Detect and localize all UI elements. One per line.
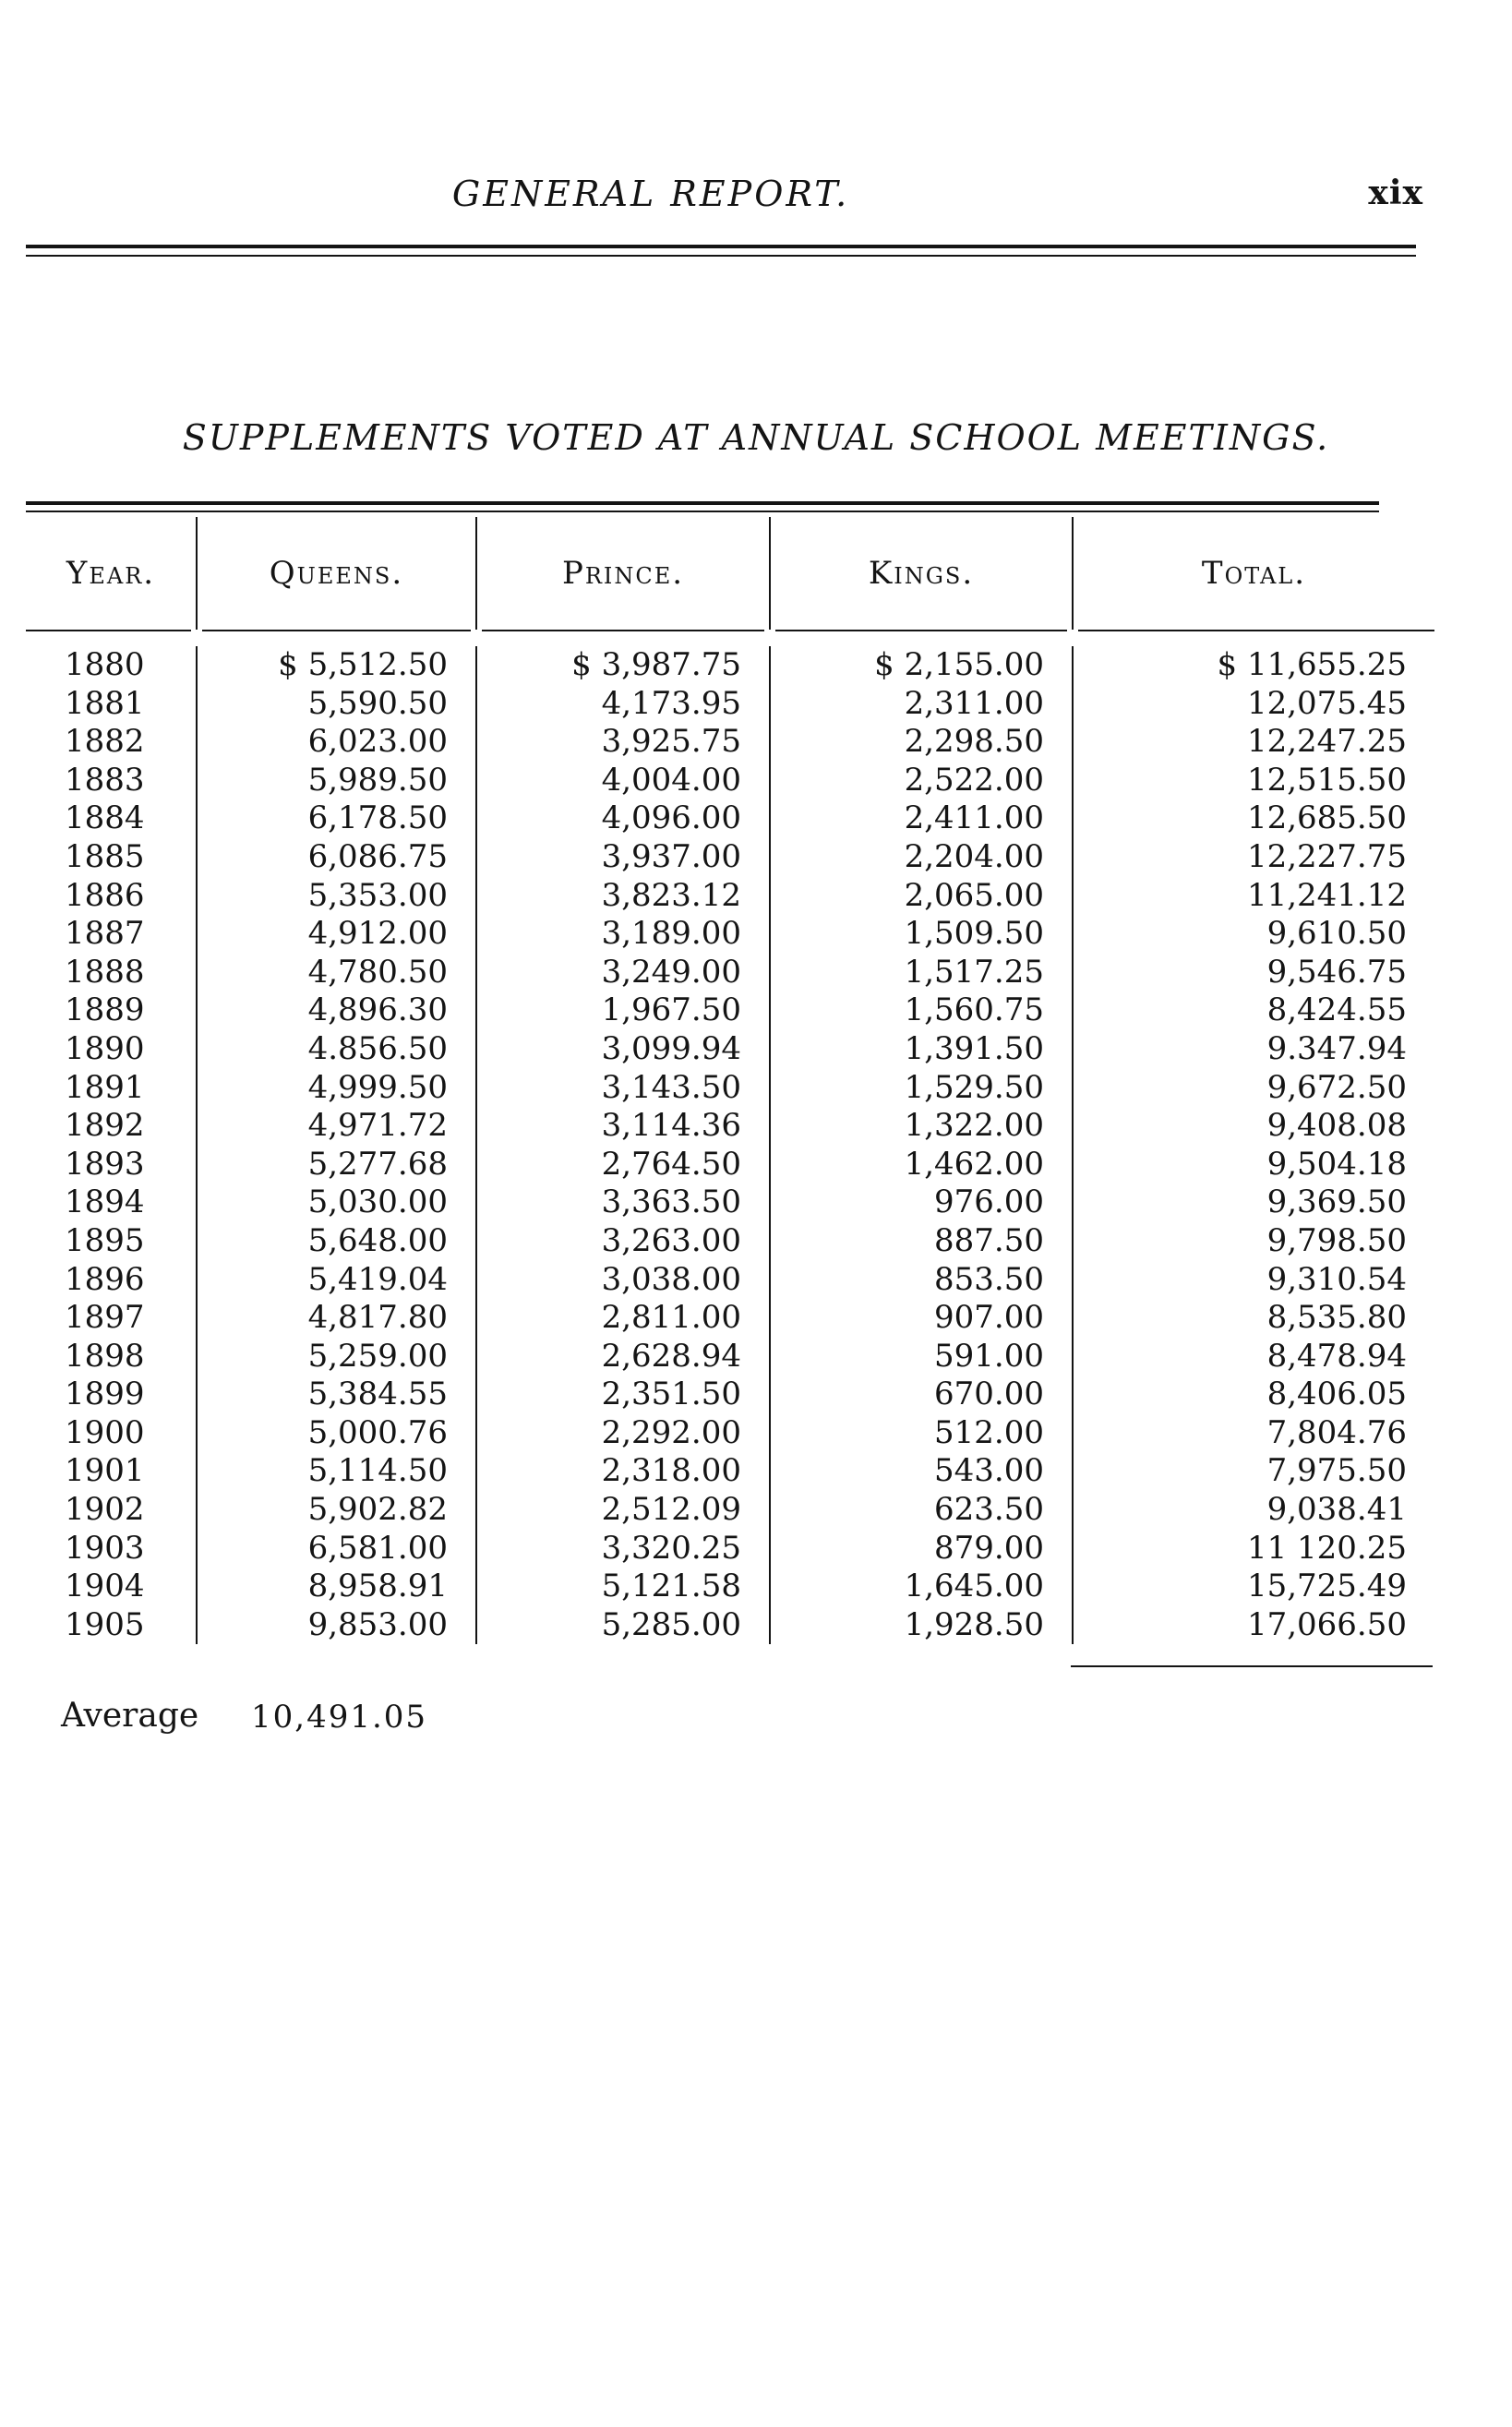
cell-queens: 4,896.30 xyxy=(197,991,476,1030)
cell-queens: $ 5,512.50 xyxy=(197,646,476,685)
column-header-total: Total. xyxy=(1073,517,1434,631)
cell-kings: 2,411.00 xyxy=(770,799,1073,838)
cell-prince: 3,143.50 xyxy=(476,1069,770,1108)
table-row xyxy=(26,1414,1434,1453)
cell-queens: 5,648.00 xyxy=(197,1222,476,1261)
table-row xyxy=(26,1568,1434,1606)
cell-year: 1899 xyxy=(65,1376,145,1413)
cell-year: 1896 xyxy=(65,1260,145,1298)
cell-year: 1894 xyxy=(65,1183,145,1221)
table-row xyxy=(26,1261,1434,1300)
table-row xyxy=(26,954,1434,992)
table-row xyxy=(26,1491,1434,1530)
table-row xyxy=(26,838,1434,877)
table-row xyxy=(26,646,1434,685)
cell-queens: 5,030.00 xyxy=(197,1183,476,1222)
cell-total: 15,725.49 xyxy=(1073,1568,1434,1606)
cell-queens: 4.856.50 xyxy=(197,1030,476,1069)
cell-kings: 1,529.50 xyxy=(770,1069,1073,1108)
cell-prince: 4,096.00 xyxy=(476,799,770,838)
cell-queens: 6,023.00 xyxy=(197,723,476,762)
table-row xyxy=(26,1107,1434,1146)
cell-year: 1886 xyxy=(65,876,145,914)
cell-kings: 879.00 xyxy=(770,1530,1073,1568)
cell-prince: 4,173.95 xyxy=(476,685,770,724)
column-header-queens: Queens. xyxy=(197,517,476,631)
cell-total: 8,424.55 xyxy=(1073,991,1434,1030)
cell-queens: 5,590.50 xyxy=(197,685,476,724)
cell-prince: 5,121.58 xyxy=(476,1568,770,1606)
cell-year: 1891 xyxy=(65,1068,145,1106)
running-head xyxy=(0,174,1512,220)
cell-year: 1893 xyxy=(65,1145,145,1183)
cell-kings: 2,311.00 xyxy=(770,685,1073,724)
cell-total: 8,535.80 xyxy=(1073,1299,1434,1338)
supplements-table-container xyxy=(26,517,1434,1644)
table-row xyxy=(26,685,1434,724)
cell-kings: 2,298.50 xyxy=(770,723,1073,762)
cell-prince: 3,363.50 xyxy=(476,1183,770,1222)
table-row xyxy=(26,723,1434,762)
table-row xyxy=(26,1299,1434,1338)
table-row xyxy=(26,1030,1434,1069)
cell-queens: 5,384.55 xyxy=(197,1376,476,1414)
cell-total: 9,504.18 xyxy=(1073,1146,1434,1184)
cell-queens: 6,581.00 xyxy=(197,1530,476,1568)
header-rule-thick xyxy=(26,245,1416,248)
cell-year: 1898 xyxy=(65,1337,145,1375)
table-row xyxy=(26,877,1434,916)
cell-prince: 2,811.00 xyxy=(476,1299,770,1338)
cell-total: 7,804.76 xyxy=(1073,1414,1434,1453)
cell-year: 1884 xyxy=(65,799,145,837)
header-underline xyxy=(197,631,476,646)
header-rule-thin xyxy=(26,255,1416,257)
cell-year: 1890 xyxy=(65,1029,145,1067)
cell-kings: $ 2,155.00 xyxy=(770,646,1073,685)
cell-prince: 3,925.75 xyxy=(476,723,770,762)
cell-total: 9,038.41 xyxy=(1073,1491,1434,1530)
cell-queens: 5,353.00 xyxy=(197,877,476,916)
cell-total: 17,066.50 xyxy=(1073,1606,1434,1645)
cell-year: 1888 xyxy=(65,953,145,991)
cell-total: 12,247.25 xyxy=(1073,723,1434,762)
table-row xyxy=(26,1338,1434,1376)
cell-kings: 543.00 xyxy=(770,1452,1073,1491)
cell-total: 9,369.50 xyxy=(1073,1183,1434,1222)
cell-kings: 670.00 xyxy=(770,1376,1073,1414)
table-body xyxy=(26,646,1434,1644)
cell-total: 8,478.94 xyxy=(1073,1338,1434,1376)
cell-total: 8,406.05 xyxy=(1073,1376,1434,1414)
table-row xyxy=(26,1606,1434,1645)
cell-prince: 2,628.94 xyxy=(476,1338,770,1376)
cell-queens: 4,817.80 xyxy=(197,1299,476,1338)
table-title: SUPPLEMENTS VOTED AT ANNUAL SCHOOL MEETINGS. xyxy=(182,417,1330,458)
cell-prince: 3,937.00 xyxy=(476,838,770,877)
cell-prince: $ 3,987.75 xyxy=(476,646,770,685)
cell-total: 7,975.50 xyxy=(1073,1452,1434,1491)
cell-queens: 9,853.00 xyxy=(197,1606,476,1645)
cell-year: 1880 xyxy=(65,646,145,683)
table-row xyxy=(26,1530,1434,1568)
cell-prince: 4,004.00 xyxy=(476,762,770,800)
table-row xyxy=(26,915,1434,954)
cell-prince: 3,038.00 xyxy=(476,1261,770,1300)
cell-year: 1883 xyxy=(65,761,145,799)
cell-year: 1882 xyxy=(65,723,145,761)
cell-year: 1892 xyxy=(65,1107,145,1145)
cell-queens: 5,989.50 xyxy=(197,762,476,800)
cell-prince: 2,292.00 xyxy=(476,1414,770,1453)
average-value: 10,491.05 xyxy=(251,1699,428,1736)
cell-kings: 512.00 xyxy=(770,1414,1073,1453)
cell-total: 11 120.25 xyxy=(1073,1530,1434,1568)
cell-kings: 1,509.50 xyxy=(770,915,1073,954)
header-row xyxy=(26,517,1434,631)
cell-total: 9,408.08 xyxy=(1073,1107,1434,1146)
cell-total: 12,227.75 xyxy=(1073,838,1434,877)
cell-prince: 2,318.00 xyxy=(476,1452,770,1491)
cell-kings: 1,928.50 xyxy=(770,1606,1073,1645)
cell-queens: 4,999.50 xyxy=(197,1069,476,1108)
header-underline xyxy=(476,631,770,646)
cell-kings: 2,522.00 xyxy=(770,762,1073,800)
cell-kings: 591.00 xyxy=(770,1338,1073,1376)
table-row xyxy=(26,1183,1434,1222)
cell-kings: 887.50 xyxy=(770,1222,1073,1261)
cell-total: 11,241.12 xyxy=(1073,877,1434,916)
cell-prince: 5,285.00 xyxy=(476,1606,770,1645)
cell-queens: 4,971.72 xyxy=(197,1107,476,1146)
table-row xyxy=(26,799,1434,838)
cell-total: 9,310.54 xyxy=(1073,1261,1434,1300)
cell-prince: 3,823.12 xyxy=(476,877,770,916)
cell-queens: 8,958.91 xyxy=(197,1568,476,1606)
cell-prince: 2,351.50 xyxy=(476,1376,770,1414)
table-row xyxy=(26,1146,1434,1184)
cell-kings: 853.50 xyxy=(770,1261,1073,1300)
cell-prince: 1,967.50 xyxy=(476,991,770,1030)
cell-prince: 2,764.50 xyxy=(476,1146,770,1184)
table-row xyxy=(26,1069,1434,1108)
table-row xyxy=(26,1452,1434,1491)
cell-year: 1902 xyxy=(65,1491,145,1529)
cell-queens: 5,902.82 xyxy=(197,1491,476,1530)
header-underline-row xyxy=(26,631,1434,646)
cell-queens: 4,912.00 xyxy=(197,915,476,954)
cell-total: 9.347.94 xyxy=(1073,1030,1434,1069)
table-row xyxy=(26,1376,1434,1414)
cell-year: 1905 xyxy=(65,1605,145,1643)
column-header-kings: Kings. xyxy=(770,517,1073,631)
cell-prince: 3,099.94 xyxy=(476,1030,770,1069)
cell-total: 9,672.50 xyxy=(1073,1069,1434,1108)
cell-year: 1889 xyxy=(65,991,145,1029)
cell-total: 9,546.75 xyxy=(1073,954,1434,992)
header-underline xyxy=(1073,631,1434,646)
cell-prince: 3,249.00 xyxy=(476,954,770,992)
cell-total: 12,075.45 xyxy=(1073,685,1434,724)
cell-total: 12,515.50 xyxy=(1073,762,1434,800)
cell-total: $ 11,655.25 xyxy=(1073,646,1434,685)
cell-year: 1904 xyxy=(65,1568,145,1605)
cell-queens: 5,419.04 xyxy=(197,1261,476,1300)
total-bottom-rule xyxy=(1071,1665,1433,1667)
cell-prince: 3,114.36 xyxy=(476,1107,770,1146)
cell-prince: 3,320.25 xyxy=(476,1530,770,1568)
cell-prince: 2,512.09 xyxy=(476,1491,770,1530)
cell-queens: 5,259.00 xyxy=(197,1338,476,1376)
cell-kings: 2,204.00 xyxy=(770,838,1073,877)
cell-year: 1903 xyxy=(65,1529,145,1567)
cell-year: 1900 xyxy=(65,1413,145,1451)
average-label: Average xyxy=(61,1697,199,1735)
cell-year: 1897 xyxy=(65,1299,145,1337)
cell-queens: 6,178.50 xyxy=(197,799,476,838)
cell-queens: 5,114.50 xyxy=(197,1452,476,1491)
table-top-rule-thin xyxy=(26,511,1379,512)
cell-kings: 976.00 xyxy=(770,1183,1073,1222)
cell-queens: 5,000.76 xyxy=(197,1414,476,1453)
table-top-rule-thick xyxy=(26,501,1379,505)
cell-kings: 2,065.00 xyxy=(770,877,1073,916)
cell-kings: 623.50 xyxy=(770,1491,1073,1530)
cell-kings: 1,462.00 xyxy=(770,1146,1073,1184)
cell-kings: 1,645.00 xyxy=(770,1568,1073,1606)
cell-prince: 3,263.00 xyxy=(476,1222,770,1261)
cell-queens: 6,086.75 xyxy=(197,838,476,877)
running-title: GENERAL REPORT. xyxy=(451,174,850,214)
cell-year: 1881 xyxy=(65,684,145,722)
cell-queens: 5,277.68 xyxy=(197,1146,476,1184)
cell-total: 12,685.50 xyxy=(1073,799,1434,838)
cell-year: 1901 xyxy=(65,1452,145,1490)
cell-kings: 1,560.75 xyxy=(770,991,1073,1030)
column-header-year: Year. xyxy=(66,555,156,592)
header-underline xyxy=(26,631,197,646)
table-row xyxy=(26,762,1434,800)
cell-year: 1887 xyxy=(65,915,145,953)
table-row xyxy=(26,1222,1434,1261)
cell-kings: 1,391.50 xyxy=(770,1030,1073,1069)
cell-kings: 1,517.25 xyxy=(770,954,1073,992)
cell-kings: 1,322.00 xyxy=(770,1107,1073,1146)
column-header-prince: Prince. xyxy=(476,517,770,631)
page-number: xix xyxy=(1368,174,1423,212)
header-underline xyxy=(770,631,1073,646)
supplements-table xyxy=(26,517,1434,1644)
cell-kings: 907.00 xyxy=(770,1299,1073,1338)
cell-year: 1885 xyxy=(65,837,145,875)
cell-year: 1895 xyxy=(65,1221,145,1259)
table-row xyxy=(26,991,1434,1030)
cell-prince: 3,189.00 xyxy=(476,915,770,954)
cell-queens: 4,780.50 xyxy=(197,954,476,992)
cell-total: 9,610.50 xyxy=(1073,915,1434,954)
cell-total: 9,798.50 xyxy=(1073,1222,1434,1261)
